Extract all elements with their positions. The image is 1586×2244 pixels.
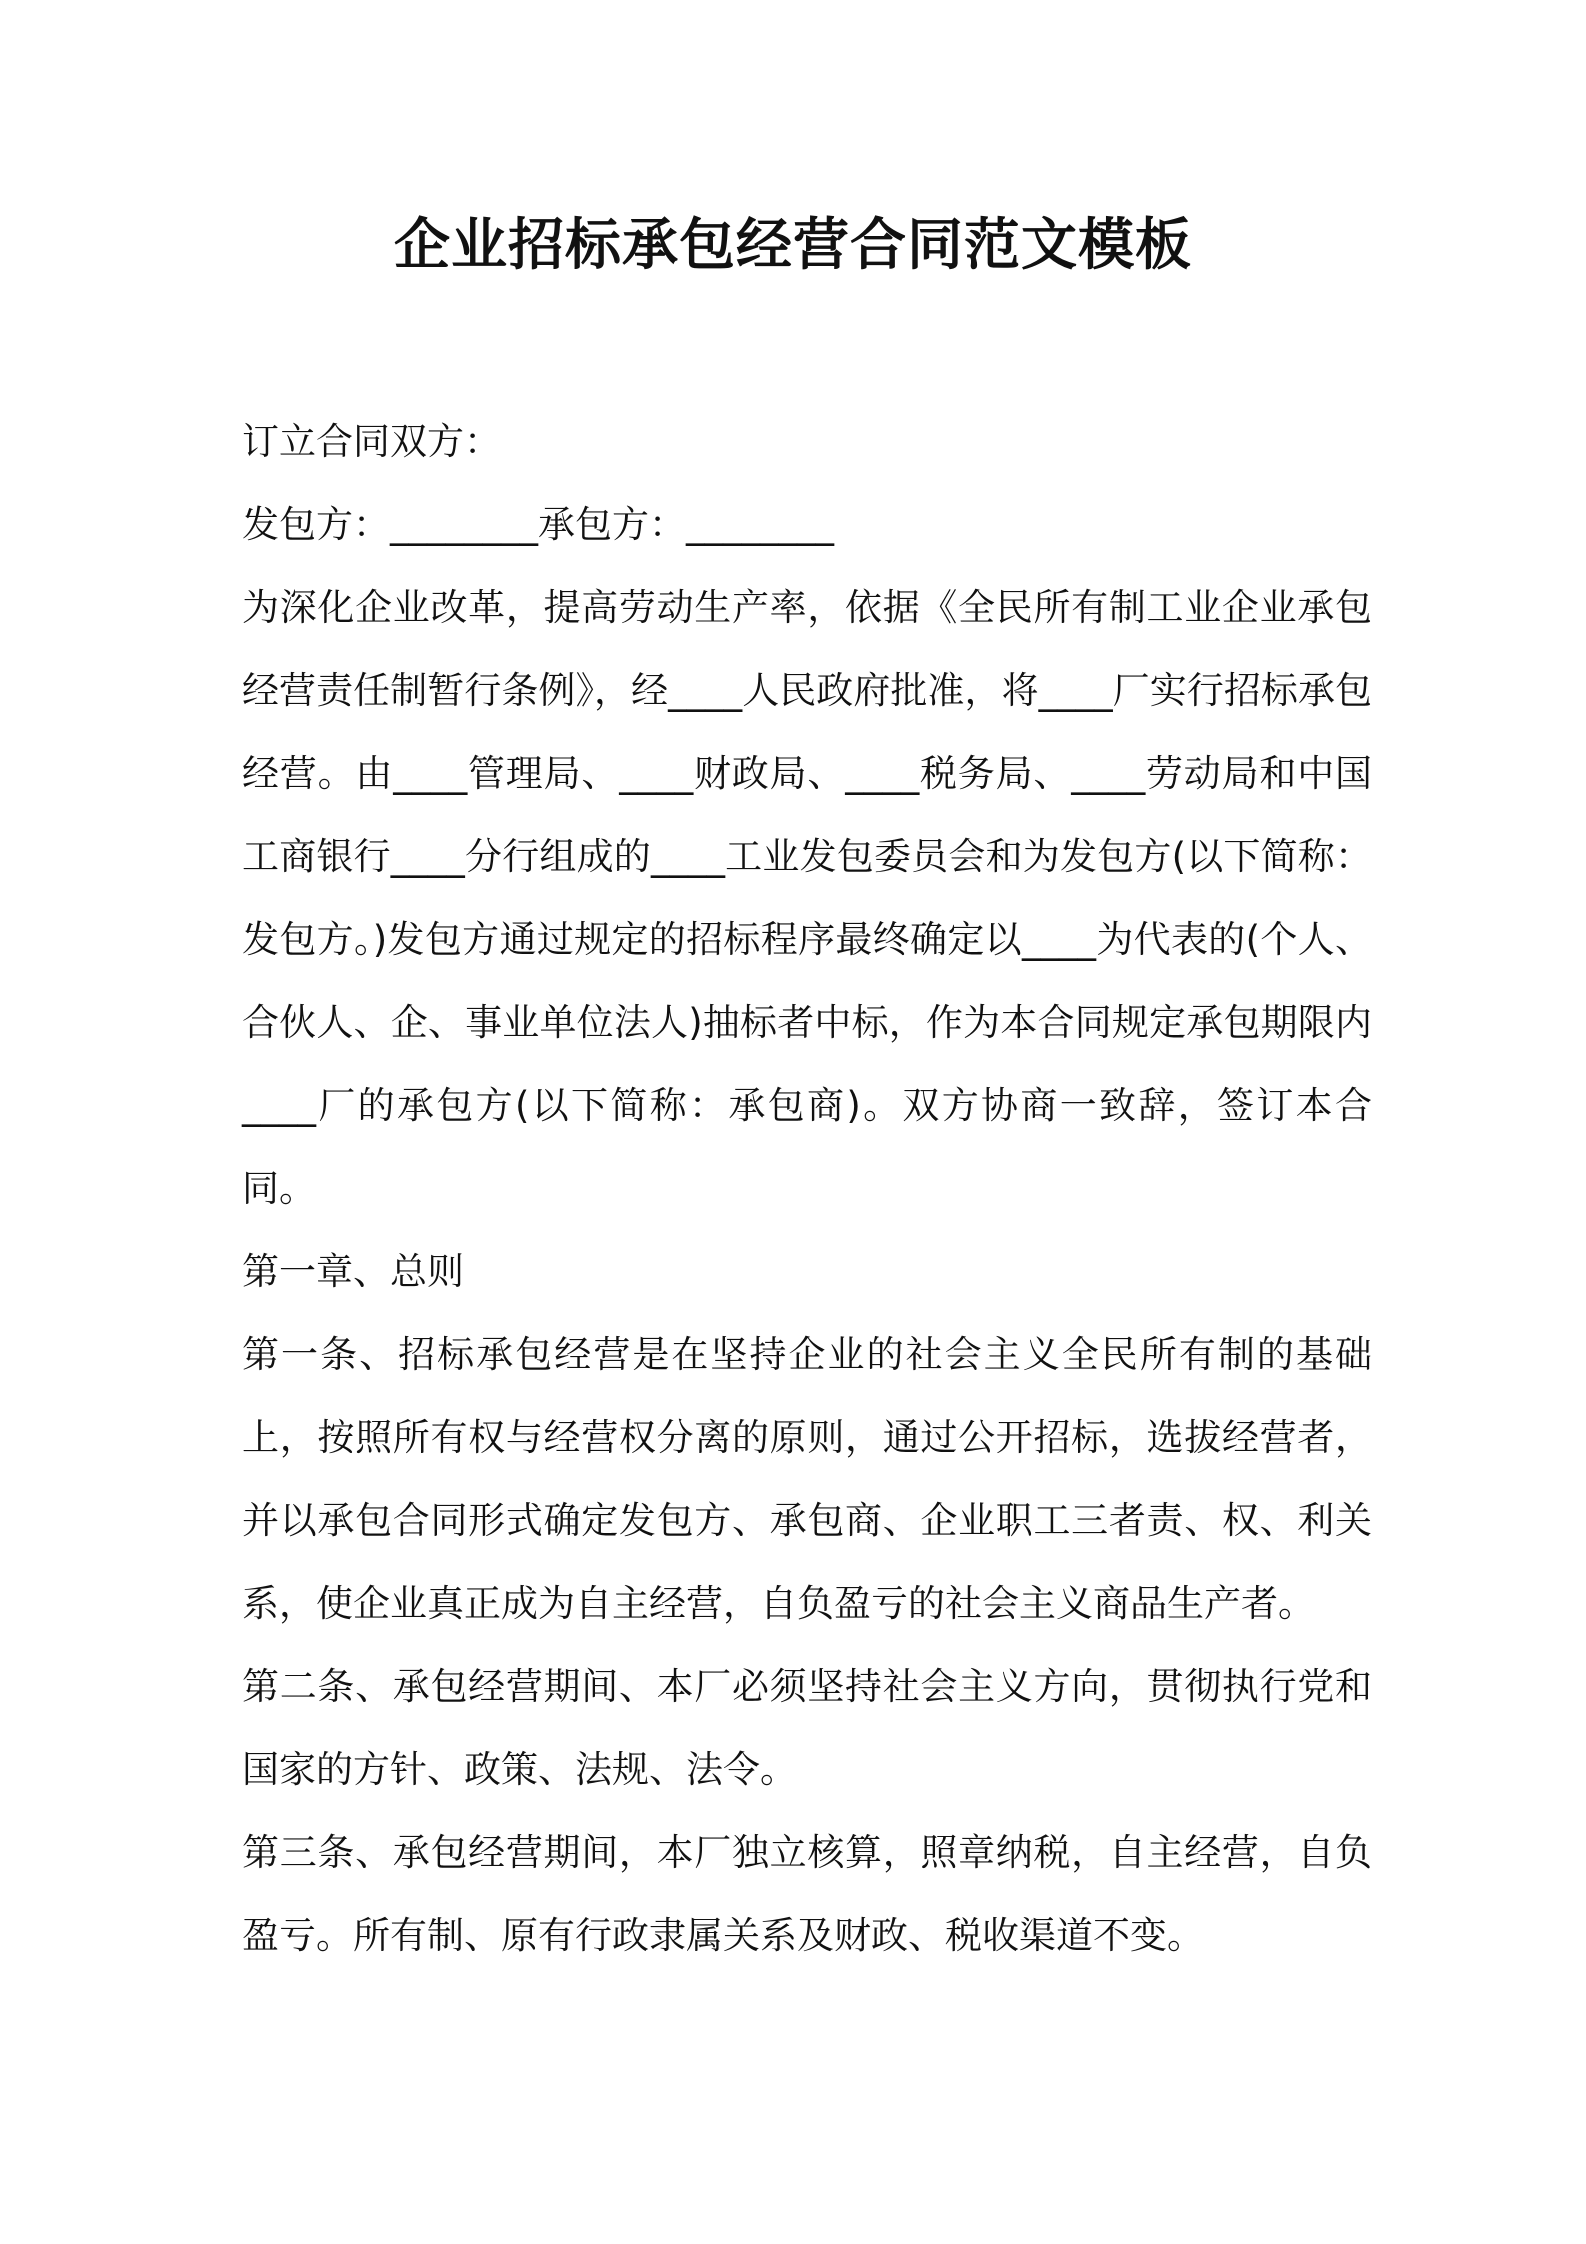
- article-3: 第三条、承包经营期间，本厂独立核算，照章纳税，自主经营，自负盈亏。所有制、原有行政隶属关系及财政、税收渠道不变。: [242, 1831, 1372, 1957]
- document-title: 企业招标承包经营合同范文模板: [394, 213, 1192, 278]
- article-2: 第二条、承包经营期间、本厂必须坚持社会主义方向，贯彻执行党和国家的方针、政策、法规、法令。: [242, 1665, 1372, 1791]
- article-1: 第一条、招标承包经营是在坚持企业的社会主义全民所有制的基础上，按照所有权与经营权分离的原则，通过公开招标，选拔经营者，并以承包合同形式确定发包方、承包商、企业职工三者责、权、利关系，使企业真正成为自主经营，自负盈亏的社会主义商品生产者。: [242, 1333, 1372, 1625]
- parties-line: 发包方：________承包方：________: [242, 503, 834, 546]
- chapter-heading: 第一章、总则: [242, 1250, 464, 1293]
- parties-intro: 订立合同双方：: [242, 420, 501, 463]
- document-body: [242, 400, 1372, 1977]
- preamble-paragraph: 为深化企业改革，提高劳动生产率，依据《全民所有制工业企业承包经营责任制暂行条例》，经____人民政府批准，将____厂实行招标承包经营。由____管理局、____财政局、____税务局、____劳动局和中国工商银行____分行组成的____工业发包委员会和为发包方(以下简称：发包方。)发包方通过规定的招标程序最终确定以____为代表的(个人、合伙人、企、事业单位法人)抽标者中标，作为本合同规定承包期限内____厂的承包方(以下简称：承包商)。双方协商一致辞，签订本合同。: [242, 586, 1372, 1210]
